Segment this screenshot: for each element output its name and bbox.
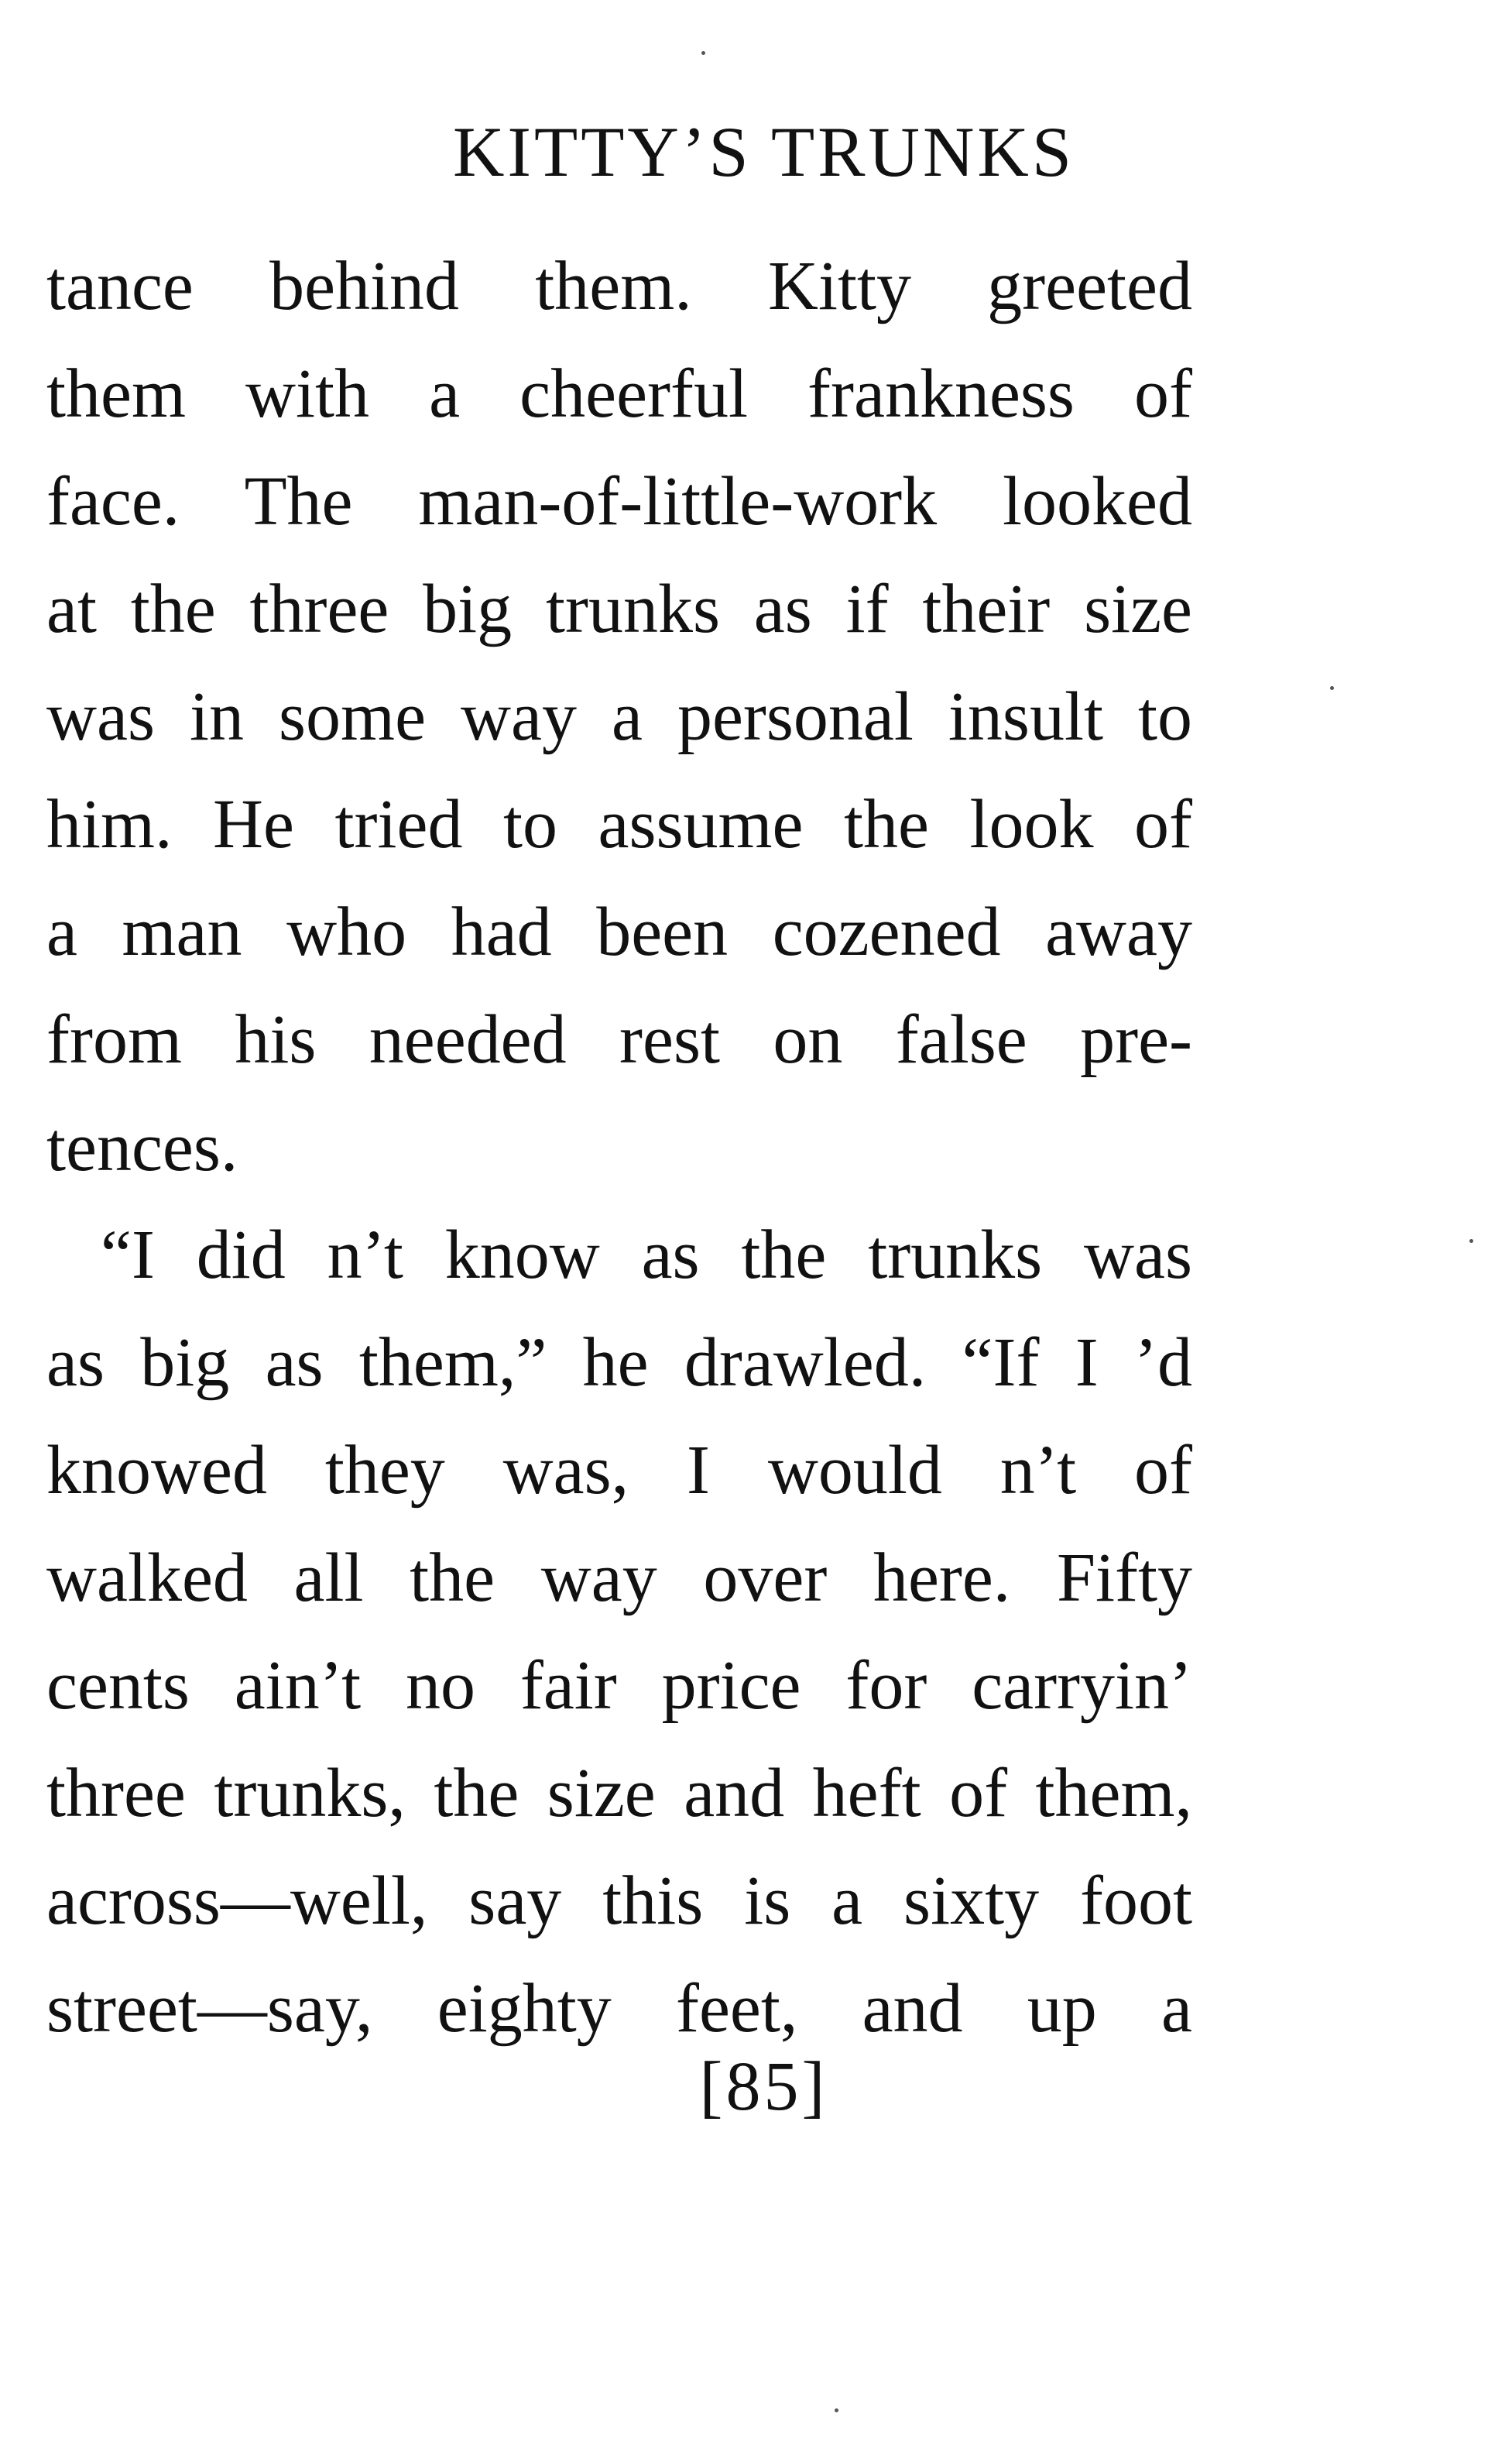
text-line: tance behind them. Kitty greeted <box>46 248 1192 324</box>
text-line: from his needed rest on false pre- <box>46 1001 1192 1078</box>
text-line: them with a cheerful frankness of <box>46 355 1192 432</box>
text-line: across—well, say this is a sixty foot <box>46 1862 1192 1939</box>
text-line: three trunks, the size and heft of them, <box>46 1755 1192 1831</box>
body-text <box>46 232 1192 2062</box>
text-line: tences. <box>46 1109 238 1186</box>
text-line: cents ain’t no fair price for carryin’ <box>46 1647 1192 1724</box>
page-number: [85] <box>699 2048 828 2125</box>
text-line: “I did n’t know as the trunks was <box>101 1217 1192 1293</box>
scan-speck <box>835 2408 838 2412</box>
text-line: him. He tried to assume the look of <box>46 786 1192 863</box>
text-line: a man who had been cozened away <box>46 894 1192 970</box>
text-line: street—say, eighty feet, and up a <box>46 1970 1192 2047</box>
text-line: at the three big trunks as if their size <box>46 571 1192 647</box>
scan-speck <box>701 51 705 55</box>
running-head: KITTY’S TRUNKS <box>452 112 1075 191</box>
scan-speck <box>1330 686 1334 690</box>
text-line: walked all the way over here. Fifty <box>46 1540 1192 1616</box>
text-line: was in some way a personal insult to <box>46 678 1192 755</box>
scan-speck <box>1469 1239 1473 1243</box>
text-line: knowed they was, I would n’t of <box>46 1432 1192 1509</box>
text-line: as big as them,” he drawled. “If I ’d <box>46 1324 1192 1401</box>
text-line: face. The man-of-little-work looked <box>46 463 1192 540</box>
